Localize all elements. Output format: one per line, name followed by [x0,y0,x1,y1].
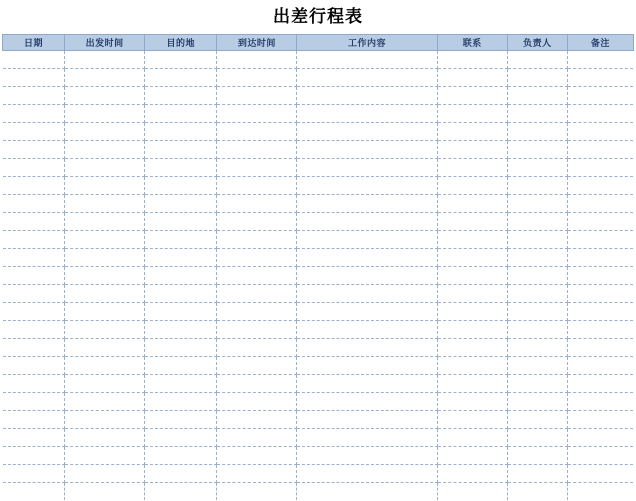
table-cell[interactable] [217,105,297,123]
table-cell[interactable] [297,123,437,141]
table-row [3,177,634,195]
table-row [3,123,634,141]
table-cell[interactable] [217,267,297,285]
table-cell[interactable] [567,375,633,393]
table-cell[interactable] [507,51,567,69]
table-row [3,195,634,213]
page-title: 出差行程表 [273,7,363,27]
table-cell[interactable] [507,285,567,303]
table-cell[interactable] [65,141,145,159]
table-cell[interactable] [297,339,437,357]
table-cell[interactable] [65,303,145,321]
table-cell[interactable] [217,159,297,177]
table-cell[interactable] [145,51,217,69]
table-cell[interactable] [437,411,507,429]
table-cell[interactable] [217,429,297,447]
table-cell[interactable] [507,411,567,429]
table-cell[interactable] [65,231,145,249]
table-cell[interactable] [437,267,507,285]
table-cell[interactable] [3,321,65,339]
table-cell[interactable] [217,411,297,429]
table-cell[interactable] [3,105,65,123]
table-row [3,321,634,339]
table-cell[interactable] [507,447,567,465]
table-cell[interactable] [567,411,633,429]
column-header-3[interactable]: 目的地 [145,35,217,51]
table-cell[interactable] [507,123,567,141]
table-cell[interactable] [567,231,633,249]
table-cell[interactable] [507,159,567,177]
table-cell[interactable] [567,267,633,285]
table-cell[interactable] [507,483,567,501]
table-cell[interactable] [145,429,217,447]
table-cell[interactable] [3,447,65,465]
table-cell[interactable] [437,393,507,411]
table-cell[interactable] [297,231,437,249]
table-cell[interactable] [437,141,507,159]
table-cell[interactable] [567,159,633,177]
table-cell[interactable] [145,213,217,231]
table-cell[interactable] [437,195,507,213]
table-row [3,447,634,465]
table-cell[interactable] [297,375,437,393]
table-cell[interactable] [3,213,65,231]
table-cell[interactable] [567,249,633,267]
table-cell[interactable] [65,465,145,483]
table-cell[interactable] [145,141,217,159]
table-cell[interactable] [437,465,507,483]
table-cell[interactable] [507,105,567,123]
table-cell[interactable] [437,51,507,69]
table-cell[interactable] [437,87,507,105]
table-cell[interactable] [567,447,633,465]
table-cell[interactable] [567,339,633,357]
table-cell[interactable] [3,69,65,87]
table-cell[interactable] [437,231,507,249]
table-cell[interactable] [65,447,145,465]
table-row [3,303,634,321]
table-cell[interactable] [567,285,633,303]
table-cell[interactable] [145,285,217,303]
table-cell[interactable] [65,411,145,429]
table-cell[interactable] [217,177,297,195]
table-cell[interactable] [567,177,633,195]
table-cell[interactable] [65,483,145,501]
table-cell[interactable] [217,321,297,339]
table-cell[interactable] [507,267,567,285]
table-cell[interactable] [145,357,217,375]
table-cell[interactable] [437,177,507,195]
table-cell[interactable] [65,357,145,375]
column-header-2[interactable]: 出发时间 [65,35,145,51]
table-cell[interactable] [297,51,437,69]
table-cell[interactable] [297,483,437,501]
table-cell[interactable] [217,375,297,393]
table-cell[interactable] [297,285,437,303]
table-cell[interactable] [507,429,567,447]
table-cell[interactable] [297,321,437,339]
table-cell[interactable] [437,213,507,231]
table-cell[interactable] [567,483,633,501]
table-cell[interactable] [3,429,65,447]
table-cell[interactable] [217,483,297,501]
table-cell[interactable] [65,105,145,123]
table-cell[interactable] [3,375,65,393]
table-cell[interactable] [567,123,633,141]
table-cell[interactable] [3,51,65,69]
table-cell[interactable] [297,87,437,105]
table-cell[interactable] [3,339,65,357]
table-row [3,357,634,375]
table-cell[interactable] [567,195,633,213]
table-cell[interactable] [507,321,567,339]
table-cell[interactable] [297,213,437,231]
table-row [3,465,634,483]
table-cell[interactable] [3,393,65,411]
table-cell[interactable] [145,159,217,177]
table-cell[interactable] [507,69,567,87]
table-cell[interactable] [65,159,145,177]
table-cell[interactable] [3,303,65,321]
table-cell[interactable] [3,159,65,177]
table-cell[interactable] [3,411,65,429]
table-cell[interactable] [297,429,437,447]
table-row [3,393,634,411]
table-cell[interactable] [567,213,633,231]
table-cell[interactable] [297,249,437,267]
table-cell[interactable] [567,69,633,87]
table-row [3,141,634,159]
table-cell[interactable] [65,195,145,213]
table-row [3,339,634,357]
table-cell[interactable] [217,195,297,213]
table-cell[interactable] [507,249,567,267]
table-cell[interactable] [217,231,297,249]
column-header-1[interactable]: 日期 [3,35,65,51]
table-row [3,105,634,123]
table-cell[interactable] [217,51,297,69]
table-cell[interactable] [297,69,437,87]
table-cell[interactable] [507,141,567,159]
table-cell[interactable] [437,375,507,393]
column-header-5[interactable]: 工作内容 [297,35,437,51]
table-row [3,375,634,393]
table-cell[interactable] [217,393,297,411]
table-row [3,159,634,177]
table-cell[interactable] [145,375,217,393]
table-cell[interactable] [65,429,145,447]
table-cell[interactable] [297,303,437,321]
column-header-4[interactable]: 到达时间 [217,35,297,51]
column-header-8[interactable]: 备注 [567,35,633,51]
table-cell[interactable] [437,321,507,339]
table-cell[interactable] [437,429,507,447]
table-cell[interactable] [3,87,65,105]
table-cell[interactable] [217,465,297,483]
table-row [3,429,634,447]
table-cell[interactable] [437,159,507,177]
table-cell[interactable] [65,393,145,411]
table-row [3,87,634,105]
table-cell[interactable] [297,105,437,123]
table-cell[interactable] [145,339,217,357]
table-cell[interactable] [297,177,437,195]
table-cell[interactable] [3,249,65,267]
table-cell[interactable] [437,123,507,141]
table-cell[interactable] [507,465,567,483]
table-cell[interactable] [145,123,217,141]
table-row [3,411,634,429]
table-cell[interactable] [145,195,217,213]
table-cell[interactable] [65,213,145,231]
table-cell[interactable] [145,465,217,483]
table-cell[interactable] [65,51,145,69]
table-cell[interactable] [3,357,65,375]
table-cell[interactable] [65,177,145,195]
table-cell[interactable] [507,213,567,231]
table-cell[interactable] [65,285,145,303]
table-cell[interactable] [217,69,297,87]
table-cell[interactable] [567,393,633,411]
table-cell[interactable] [437,303,507,321]
table-cell[interactable] [65,321,145,339]
table-cell[interactable] [507,231,567,249]
table-cell[interactable] [567,303,633,321]
table-cell[interactable] [145,69,217,87]
table-cell[interactable] [145,447,217,465]
table-cell[interactable] [145,177,217,195]
table-cell[interactable] [567,51,633,69]
table-cell[interactable] [65,339,145,357]
table-cell[interactable] [507,177,567,195]
table-cell[interactable] [507,375,567,393]
table-cell[interactable] [145,393,217,411]
table-cell[interactable] [567,87,633,105]
table-cell[interactable] [297,411,437,429]
table-cell[interactable] [217,213,297,231]
table-cell[interactable] [567,105,633,123]
table-cell[interactable] [507,357,567,375]
table-cell[interactable] [217,357,297,375]
table-cell[interactable] [437,285,507,303]
table-cell[interactable] [3,177,65,195]
table-cell[interactable] [145,231,217,249]
table-cell[interactable] [437,105,507,123]
table-cell[interactable] [217,339,297,357]
table-cell[interactable] [145,249,217,267]
table-cell[interactable] [437,339,507,357]
table-cell[interactable] [65,87,145,105]
table-cell[interactable] [217,285,297,303]
table-cell[interactable] [145,267,217,285]
trip-schedule-table [2,34,634,501]
table-cell[interactable] [3,123,65,141]
table-cell[interactable] [145,105,217,123]
table-cell[interactable] [567,465,633,483]
table-cell[interactable] [65,69,145,87]
table-cell[interactable] [297,447,437,465]
table-row [3,483,634,501]
table-cell[interactable] [507,195,567,213]
table-cell[interactable] [437,69,507,87]
table-cell[interactable] [507,87,567,105]
table-cell[interactable] [145,321,217,339]
table-cell[interactable] [145,483,217,501]
table-cell[interactable] [507,393,567,411]
table-cell[interactable] [65,123,145,141]
table-cell[interactable] [437,447,507,465]
table-cell[interactable] [217,123,297,141]
table-cell[interactable] [217,249,297,267]
table-cell[interactable] [567,429,633,447]
table-cell[interactable] [567,357,633,375]
table-cell[interactable] [217,87,297,105]
table-cell[interactable] [145,411,217,429]
table-cell[interactable] [217,141,297,159]
table-cell[interactable] [65,267,145,285]
table-cell[interactable] [3,267,65,285]
table-cell[interactable] [3,231,65,249]
table-row [3,51,634,69]
table-cell[interactable] [65,249,145,267]
column-header-7[interactable]: 负责人 [507,35,567,51]
table-row [3,267,634,285]
table-row [3,285,634,303]
table-row [3,249,634,267]
table-cell[interactable] [297,357,437,375]
table-cell[interactable] [567,141,633,159]
table-cell[interactable] [217,303,297,321]
table-row [3,213,634,231]
table-row [3,231,634,249]
table-cell[interactable] [217,447,297,465]
table-cell[interactable] [3,195,65,213]
table-cell[interactable] [3,285,65,303]
table-cell[interactable] [507,303,567,321]
table-body [3,51,634,501]
table-row [3,69,634,87]
table-cell[interactable] [297,141,437,159]
table-cell[interactable] [297,267,437,285]
table-cell[interactable] [507,339,567,357]
table-cell[interactable] [297,159,437,177]
table-cell[interactable] [297,465,437,483]
table-header [3,35,634,51]
table-cell[interactable] [437,249,507,267]
table-cell[interactable] [3,141,65,159]
table-cell[interactable] [567,321,633,339]
table-cell[interactable] [3,483,65,501]
table-cell[interactable] [145,87,217,105]
table-cell[interactable] [297,393,437,411]
table-cell[interactable] [145,303,217,321]
table-cell[interactable] [297,195,437,213]
column-header-6[interactable]: 联系 [437,35,507,51]
table-cell[interactable] [437,483,507,501]
table-cell[interactable] [65,375,145,393]
table-cell[interactable] [3,465,65,483]
table-cell[interactable] [437,357,507,375]
table-header-row [3,35,634,51]
